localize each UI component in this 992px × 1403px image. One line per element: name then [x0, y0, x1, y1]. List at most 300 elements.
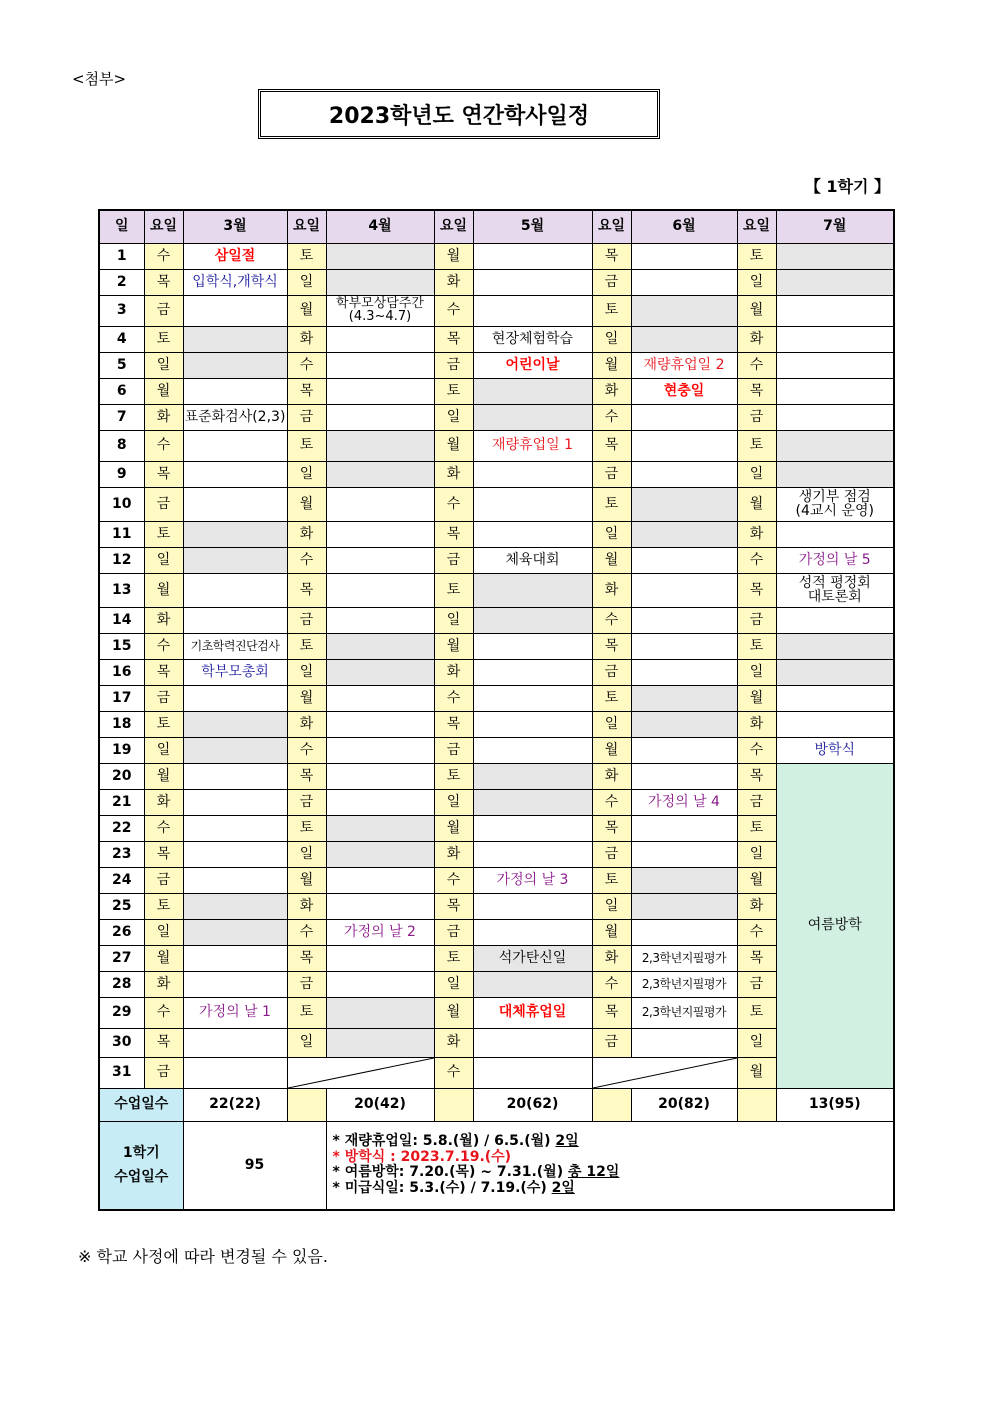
event-may	[473, 431, 592, 462]
event-may	[473, 244, 592, 270]
event-april	[326, 816, 434, 842]
day-number: 14	[99, 608, 144, 634]
header-dow: 요일	[737, 210, 776, 244]
header-dow: 요일	[144, 210, 183, 244]
weekday-march: 금	[144, 686, 183, 712]
event-march	[183, 686, 287, 712]
day-number: 11	[99, 522, 144, 548]
event-text: 학부모상담주간 (4.3~4.7)	[336, 296, 424, 325]
weekday-june: 수	[592, 405, 631, 431]
weekday-march: 토	[144, 327, 183, 353]
weekday-march: 수	[144, 998, 183, 1029]
document-title-box	[258, 89, 660, 139]
event-text: 가정의 날 3	[496, 871, 569, 888]
event-april	[326, 574, 434, 608]
weekday-may: 수	[434, 296, 473, 327]
note-summer-vacation	[333, 1165, 888, 1180]
event-text: 2,3학년지필평가	[641, 950, 727, 965]
weekday-april: 목	[287, 764, 326, 790]
event-april	[326, 920, 434, 946]
weekday-april: 토	[287, 244, 326, 270]
calendar-row	[99, 574, 894, 608]
calendar-row	[99, 379, 894, 405]
header-month: 3월	[183, 210, 287, 244]
weekday-july: 금	[737, 608, 776, 634]
event-april	[326, 868, 434, 894]
day-number: 29	[99, 998, 144, 1029]
summer-vacation-cell: 여름방학	[776, 764, 894, 1089]
day-number: 24	[99, 868, 144, 894]
weekday-april: 수	[287, 920, 326, 946]
event-march	[183, 920, 287, 946]
event-may	[473, 920, 592, 946]
weekday-april: 일	[287, 1029, 326, 1058]
day-number: 18	[99, 712, 144, 738]
class-days-spacer	[287, 1089, 326, 1122]
class-days-june: 20(82)	[631, 1089, 737, 1122]
weekday-april: 수	[287, 738, 326, 764]
event-march	[183, 353, 287, 379]
day-number: 6	[99, 379, 144, 405]
weekday-july: 화	[737, 894, 776, 920]
event-may	[473, 972, 592, 998]
weekday-june: 금	[592, 270, 631, 296]
event-march	[183, 431, 287, 462]
weekday-july: 목	[737, 574, 776, 608]
calendar-row	[99, 972, 894, 998]
event-may	[473, 379, 592, 405]
event-text: 석가탄신일	[498, 949, 567, 966]
event-may	[473, 574, 592, 608]
event-may	[473, 608, 592, 634]
event-april	[326, 296, 434, 327]
event-may	[473, 327, 592, 353]
weekday-may: 금	[434, 548, 473, 574]
weekday-march: 수	[144, 634, 183, 660]
event-april	[326, 972, 434, 998]
weekday-april: 금	[287, 608, 326, 634]
event-may	[473, 660, 592, 686]
event-july	[776, 244, 894, 270]
calendar-row	[99, 327, 894, 353]
event-march	[183, 738, 287, 764]
weekday-march: 목	[144, 270, 183, 296]
event-june	[631, 634, 737, 660]
weekday-may: 화	[434, 660, 473, 686]
event-march	[183, 405, 287, 431]
diagonal-strike	[288, 1058, 434, 1088]
event-july	[776, 686, 894, 712]
calendar-table	[98, 209, 895, 1211]
event-may	[473, 488, 592, 522]
header-dow: 요일	[287, 210, 326, 244]
event-april	[326, 660, 434, 686]
weekday-june: 목	[592, 431, 631, 462]
weekday-march: 수	[144, 244, 183, 270]
header-month: 7월	[776, 210, 894, 244]
weekday-april: 목	[287, 946, 326, 972]
calendar-row	[99, 353, 894, 379]
event-may	[473, 548, 592, 574]
weekday-may: 금	[434, 920, 473, 946]
event-march	[183, 946, 287, 972]
attachment-label: <첨부>	[72, 70, 127, 88]
event-march	[183, 868, 287, 894]
day-number: 9	[99, 462, 144, 488]
calendar-header-row	[99, 210, 894, 244]
day-number: 27	[99, 946, 144, 972]
day-number: 7	[99, 405, 144, 431]
event-april	[326, 842, 434, 868]
event-march	[183, 842, 287, 868]
weekday-april: 목	[287, 379, 326, 405]
footnote: ※ 학교 사정에 따라 변경될 수 있음.	[78, 1247, 328, 1266]
weekday-june: 수	[592, 608, 631, 634]
event-march	[183, 327, 287, 353]
weekday-may: 화	[434, 270, 473, 296]
weekday-june: 수	[592, 972, 631, 998]
event-may	[473, 842, 592, 868]
event-text: 대체휴업일	[498, 1004, 567, 1021]
event-june	[631, 462, 737, 488]
weekday-march: 수	[144, 431, 183, 462]
event-may	[473, 1058, 592, 1089]
weekday-april: 화	[287, 522, 326, 548]
event-text: 2,3학년지필평가	[641, 1005, 727, 1020]
event-march	[183, 712, 287, 738]
event-march	[183, 660, 287, 686]
event-april	[326, 608, 434, 634]
calendar-row	[99, 738, 894, 764]
weekday-july: 화	[737, 327, 776, 353]
weekday-june: 화	[592, 764, 631, 790]
weekday-march: 일	[144, 920, 183, 946]
weekday-april: 월	[287, 686, 326, 712]
day-number: 20	[99, 764, 144, 790]
calendar-row	[99, 608, 894, 634]
calendar-row	[99, 244, 894, 270]
calendar-row	[99, 270, 894, 296]
event-june	[631, 522, 737, 548]
calendar-row	[99, 1029, 894, 1058]
event-march	[183, 488, 287, 522]
event-may	[473, 946, 592, 972]
weekday-may: 월	[434, 431, 473, 462]
day-number: 22	[99, 816, 144, 842]
weekday-march: 금	[144, 488, 183, 522]
weekday-june: 수	[592, 790, 631, 816]
day-number: 30	[99, 1029, 144, 1058]
note-count: 2일	[551, 1179, 575, 1196]
weekday-july: 토	[737, 244, 776, 270]
weekday-march: 월	[144, 946, 183, 972]
event-text: 2,3학년지필평가	[641, 976, 727, 991]
calendar-row	[99, 790, 894, 816]
weekday-may: 월	[434, 634, 473, 660]
weekday-june: 일	[592, 327, 631, 353]
weekday-march: 목	[144, 1029, 183, 1058]
weekday-march: 토	[144, 712, 183, 738]
event-april	[326, 946, 434, 972]
calendar-row	[99, 522, 894, 548]
event-april	[326, 764, 434, 790]
weekday-april: 화	[287, 894, 326, 920]
weekday-may: 일	[434, 405, 473, 431]
calendar-row	[99, 462, 894, 488]
event-june	[631, 998, 737, 1029]
event-text: 기초학력진단검사	[190, 638, 280, 653]
event-july	[776, 522, 894, 548]
day-number: 1	[99, 244, 144, 270]
event-april	[326, 1029, 434, 1058]
weekday-march: 목	[144, 462, 183, 488]
event-text: 현장체험학습	[491, 330, 574, 347]
weekday-june: 토	[592, 868, 631, 894]
weekday-may: 수	[434, 1058, 473, 1089]
event-april	[326, 522, 434, 548]
note-count: 2일	[555, 1133, 579, 1150]
event-june	[631, 574, 737, 608]
event-text: 삼일절	[214, 247, 256, 264]
weekday-march: 수	[144, 816, 183, 842]
event-april	[326, 712, 434, 738]
calendar-row	[99, 405, 894, 431]
weekday-may: 일	[434, 972, 473, 998]
header-month: 6월	[631, 210, 737, 244]
event-april	[326, 327, 434, 353]
weekday-april: 화	[287, 712, 326, 738]
weekday-april: 금	[287, 972, 326, 998]
event-may	[473, 868, 592, 894]
calendar-body	[99, 244, 894, 1089]
event-july	[776, 353, 894, 379]
weekday-may: 수	[434, 686, 473, 712]
calendar-row	[99, 431, 894, 462]
event-july	[776, 634, 894, 660]
semester-total-value: 95	[183, 1122, 326, 1210]
event-july	[776, 548, 894, 574]
weekday-april: 일	[287, 462, 326, 488]
event-text: 현충일	[663, 382, 705, 399]
semester-total-label-line2: 수업일수	[114, 1169, 169, 1186]
event-march	[183, 548, 287, 574]
weekday-april: 목	[287, 574, 326, 608]
weekday-june: 화	[592, 946, 631, 972]
weekday-may: 목	[434, 712, 473, 738]
nonexistent-date-cell	[592, 1058, 737, 1089]
event-may	[473, 634, 592, 660]
event-march	[183, 634, 287, 660]
calendar-row	[99, 816, 894, 842]
weekday-july: 수	[737, 548, 776, 574]
event-july	[776, 327, 894, 353]
event-march	[183, 379, 287, 405]
event-july	[776, 608, 894, 634]
note-text: * 여름방학: 7.20.(목) ~ 7.31.(월)	[332, 1164, 568, 1181]
weekday-may: 일	[434, 790, 473, 816]
weekday-march: 일	[144, 738, 183, 764]
event-march	[183, 522, 287, 548]
calendar-row	[99, 660, 894, 686]
weekday-june: 일	[592, 894, 631, 920]
class-days-row	[99, 1089, 894, 1122]
weekday-july: 토	[737, 816, 776, 842]
weekday-july: 일	[737, 462, 776, 488]
event-may	[473, 296, 592, 327]
class-days-april: 20(42)	[326, 1089, 434, 1122]
weekday-july: 일	[737, 842, 776, 868]
weekday-july: 월	[737, 868, 776, 894]
weekday-may: 일	[434, 608, 473, 634]
event-may	[473, 1029, 592, 1058]
event-march	[183, 296, 287, 327]
day-number: 4	[99, 327, 144, 353]
weekday-june: 화	[592, 574, 631, 608]
weekday-march: 화	[144, 608, 183, 634]
event-june	[631, 608, 737, 634]
day-number: 25	[99, 894, 144, 920]
weekday-may: 수	[434, 868, 473, 894]
day-number: 2	[99, 270, 144, 296]
event-march	[183, 972, 287, 998]
event-july	[776, 379, 894, 405]
event-april	[326, 405, 434, 431]
weekday-march: 금	[144, 1058, 183, 1089]
weekday-april: 토	[287, 998, 326, 1029]
weekday-march: 월	[144, 574, 183, 608]
weekday-june: 일	[592, 712, 631, 738]
weekday-july: 금	[737, 790, 776, 816]
event-july	[776, 405, 894, 431]
event-april	[326, 686, 434, 712]
weekday-july: 월	[737, 488, 776, 522]
day-number: 23	[99, 842, 144, 868]
event-june	[631, 548, 737, 574]
weekday-march: 목	[144, 660, 183, 686]
event-text: 재량휴업일 1	[492, 437, 573, 454]
weekday-april: 화	[287, 327, 326, 353]
weekday-june: 일	[592, 522, 631, 548]
calendar-row	[99, 894, 894, 920]
event-may	[473, 816, 592, 842]
event-april	[326, 353, 434, 379]
day-number: 17	[99, 686, 144, 712]
event-june	[631, 764, 737, 790]
calendar-row	[99, 634, 894, 660]
event-april	[326, 270, 434, 296]
calendar-row	[99, 998, 894, 1029]
notes-cell	[326, 1122, 894, 1210]
event-june	[631, 972, 737, 998]
event-may	[473, 764, 592, 790]
event-april	[326, 431, 434, 462]
event-june	[631, 868, 737, 894]
event-april	[326, 998, 434, 1029]
event-june	[631, 738, 737, 764]
weekday-may: 목	[434, 522, 473, 548]
weekday-july: 화	[737, 522, 776, 548]
day-number: 3	[99, 296, 144, 327]
weekday-june: 금	[592, 1029, 631, 1058]
weekday-april: 금	[287, 790, 326, 816]
note-text: * 미급식일: 5.3.(수) / 7.19.(수)	[332, 1179, 552, 1196]
calendar-row	[99, 764, 894, 790]
event-march	[183, 1029, 287, 1058]
weekday-april: 월	[287, 868, 326, 894]
weekday-june: 화	[592, 379, 631, 405]
class-days-spacer	[434, 1089, 473, 1122]
event-june	[631, 686, 737, 712]
weekday-may: 월	[434, 244, 473, 270]
calendar-row	[99, 842, 894, 868]
event-july	[776, 738, 894, 764]
weekday-july: 수	[737, 353, 776, 379]
event-text: 가정의 날 4	[648, 793, 720, 810]
note-count: 총 12일	[567, 1164, 620, 1181]
header-day: 일	[99, 210, 144, 244]
weekday-july: 일	[737, 270, 776, 296]
event-june	[631, 270, 737, 296]
weekday-may: 화	[434, 462, 473, 488]
weekday-april: 금	[287, 405, 326, 431]
event-text: 가정의 날 1	[199, 1004, 271, 1021]
weekday-july: 목	[737, 379, 776, 405]
event-march	[183, 816, 287, 842]
event-june	[631, 296, 737, 327]
weekday-june: 목	[592, 998, 631, 1029]
event-march	[183, 998, 287, 1029]
event-march	[183, 244, 287, 270]
nonexistent-date-cell	[287, 1058, 434, 1089]
weekday-march: 화	[144, 972, 183, 998]
weekday-june: 목	[592, 244, 631, 270]
event-april	[326, 488, 434, 522]
event-april	[326, 790, 434, 816]
weekday-may: 월	[434, 998, 473, 1029]
event-may	[473, 353, 592, 379]
weekday-july: 화	[737, 712, 776, 738]
event-may	[473, 270, 592, 296]
event-march	[183, 574, 287, 608]
header-month: 5월	[473, 210, 592, 244]
event-march	[183, 608, 287, 634]
event-may	[473, 738, 592, 764]
header-dow: 요일	[592, 210, 631, 244]
weekday-may: 수	[434, 488, 473, 522]
event-text: 체육대회	[505, 551, 560, 568]
event-june	[631, 1029, 737, 1058]
event-april	[326, 462, 434, 488]
event-text: 생기부 점검 (4교시 운영)	[795, 488, 874, 519]
weekday-april: 토	[287, 431, 326, 462]
event-april	[326, 894, 434, 920]
day-number: 19	[99, 738, 144, 764]
weekday-july: 일	[737, 1029, 776, 1058]
weekday-april: 월	[287, 488, 326, 522]
semester-total-label	[99, 1122, 183, 1210]
day-number: 26	[99, 920, 144, 946]
weekday-july: 월	[737, 686, 776, 712]
weekday-june: 토	[592, 296, 631, 327]
weekday-march: 금	[144, 296, 183, 327]
event-july	[776, 712, 894, 738]
event-may	[473, 686, 592, 712]
calendar-row	[99, 296, 894, 327]
event-may	[473, 894, 592, 920]
event-june	[631, 816, 737, 842]
weekday-june: 토	[592, 686, 631, 712]
weekday-march: 화	[144, 405, 183, 431]
